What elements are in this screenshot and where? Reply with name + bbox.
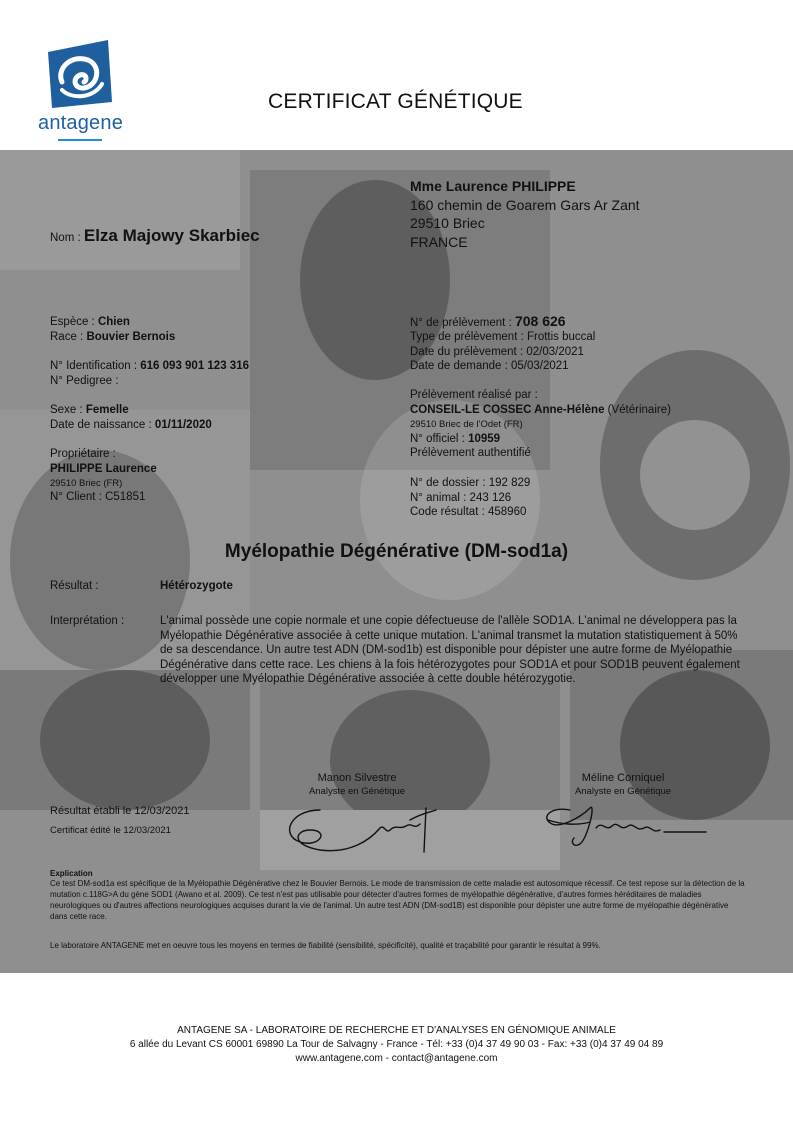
logo-wordmark: antagene [38,112,124,134]
veterinarian-role: (Vétérinaire) [604,404,671,416]
veterinarian-city: 29510 Briec de l'Odet (FR) [410,419,523,430]
footer [0,1024,793,1066]
proprietaire-name: PHILIPPE Laurence [50,463,157,475]
race-row [50,330,175,345]
naissance-value: 01/11/2020 [154,419,212,431]
analyst2-name: Méline Corniquel [581,772,665,784]
owner-address-line1: 160 chemin de Goarem Gars Ar Zant [410,196,640,213]
sexe-row [50,403,129,418]
quality-statement: Le laboratoire ANTAGENE met en oeuvre tous les moyens en termes de fiabilité (sensibilité, spécificité), qualité et traçabilité pour garantir le résultat à 99%. [50,941,601,950]
result-code: Code résultat : 458960 [410,506,527,518]
animal-number: N° animal : 243 126 [410,492,512,504]
owner-name: Mme Laurence PHILIPPE [410,178,576,194]
signature-silvestre [280,800,440,860]
animal-name: Elza Majowy Skarbiec [83,226,260,245]
sample-authenticated: Prélèvement authentifié [410,447,531,459]
officiel-row [410,432,500,447]
officiel-value: 10959 [468,433,501,445]
footer-contact[interactable]: www.antagene.com - contact@antagene.com [295,1053,498,1064]
identification-value: 616 093 901 123 316 [140,360,249,372]
request-date: Date de demande : 05/03/2021 [410,360,569,372]
client-number: N° Client : C51851 [50,491,146,503]
test-title: Myélopathie Dégénérative (DM-sod1a) [224,541,569,562]
identification-row [50,359,249,374]
race-value: Bouvier Bernois [86,331,176,343]
document-title: CERTIFICAT GÉNÉTIQUE [268,90,523,113]
prelevement-label: N° de prélèvement : [410,317,515,329]
owner-address-line2: 29510 Briec [410,215,485,231]
result-value: Hétérozygote [160,580,233,592]
espece-row [50,315,130,330]
sample-type: Type de prélèvement : Frottis buccal [410,331,596,343]
sexe-label: Sexe : [50,404,86,416]
explanation-text: Ce test DM-sod1a est spécifique de la Myélopathie Dégénérative chez le Bouvier Bernois. Le mode de transmission de cette maladie est autosomique récessif. Ce test repose sur la détection de la mutation c.118G>A du gène SOD1 (Awano et al. 2009). Ce test n'est pas utilisable pour détecter d'autres formes de myélopathie dégénérative, d'autres formes héréditaires de maladies neurologiques ou d'autres affections neurologiques acquises durant la vie de l'animal. Un autre test ADN (DM-sod1B) est disponible pour dépister une autre forme de myélopathie dégénérative dans cette race. [50,879,745,921]
analyst1-name: Manon Silvestre [317,772,397,784]
officiel-label: N° officiel : [410,433,469,445]
pedigree-row: N° Pedigree : [50,375,119,387]
analyst1-role: Analyste en Génétique [308,786,406,797]
owner-address-block [410,177,640,251]
proprietaire-label: Propriétaire : [50,448,116,460]
footer-address: 6 allée du Levant CS 60001 69890 La Tour de Salvagny - France - Tél: +33 (0)4 37 49 90 03 - Fax: +33 (0)4 37 49 04 89 [129,1039,664,1050]
veterinarian-row [410,403,671,418]
signature-corniquel [540,798,710,858]
animal-name-label: Nom : [50,232,84,244]
veterinarian-name: CONSEIL-LE COSSEC Anne-Hélène [410,404,605,416]
prelevement-value: 708 626 [514,313,566,329]
resultat-etabli: Résultat établi le 12/03/2021 [50,805,190,817]
prelevement-row [410,314,566,331]
antagene-logo [38,36,124,146]
proprietaire-city: 29510 Briec (FR) [50,478,123,489]
analyst2-role: Analyste en Génétique [574,786,672,797]
dossier-number: N° de dossier : 192 829 [410,477,531,489]
race-label: Race : [50,331,87,343]
realise-par-label: Prélèvement réalisé par : [410,389,538,401]
naissance-row [50,418,212,433]
espece-label: Espèce : [50,316,98,328]
animal-name-row [50,226,260,246]
certificat-edite: Certificat édité le 12/03/2021 [50,825,171,836]
espece-value: Chien [97,316,130,328]
sexe-value: Femelle [85,404,129,416]
sample-date: Date du prélèvement : 02/03/2021 [410,346,584,358]
explanation-title: Explication [50,869,93,878]
footer-company: ANTAGENE SA - LABORATOIRE DE RECHERCHE ET D'ANALYSES EN GÉNOMIQUE ANIMALE [177,1025,616,1036]
logo-underline [58,139,102,141]
antagene-logo-icon [42,38,114,110]
result-label: Résultat : [50,580,99,592]
naissance-label: Date de naissance : [50,419,155,431]
interpretation-label: Interprétation : [50,615,125,627]
identification-label: N° Identification : [50,360,141,372]
interpretation-text: L'animal possède une copie normale et une copie défectueuse de l'allèle SOD1A. L'animal ne développera pas la Myélopathie Dégénérative associée à cette unique mutation. L'animal transmet la mutation statistiquement à 50% de sa descendance. Un autre test ADN (DM-sod1b) est disponible pour dépister une autre forme de Myélopathie Dégénérative dans cette race. Les chiens à la fois hétérozygotes pour SOD1A et pour SOD1B peuvent également développer une Myélopathie Dégénérative associée à cette double hétérozygotie. [160,615,740,685]
owner-country: FRANCE [410,233,468,250]
